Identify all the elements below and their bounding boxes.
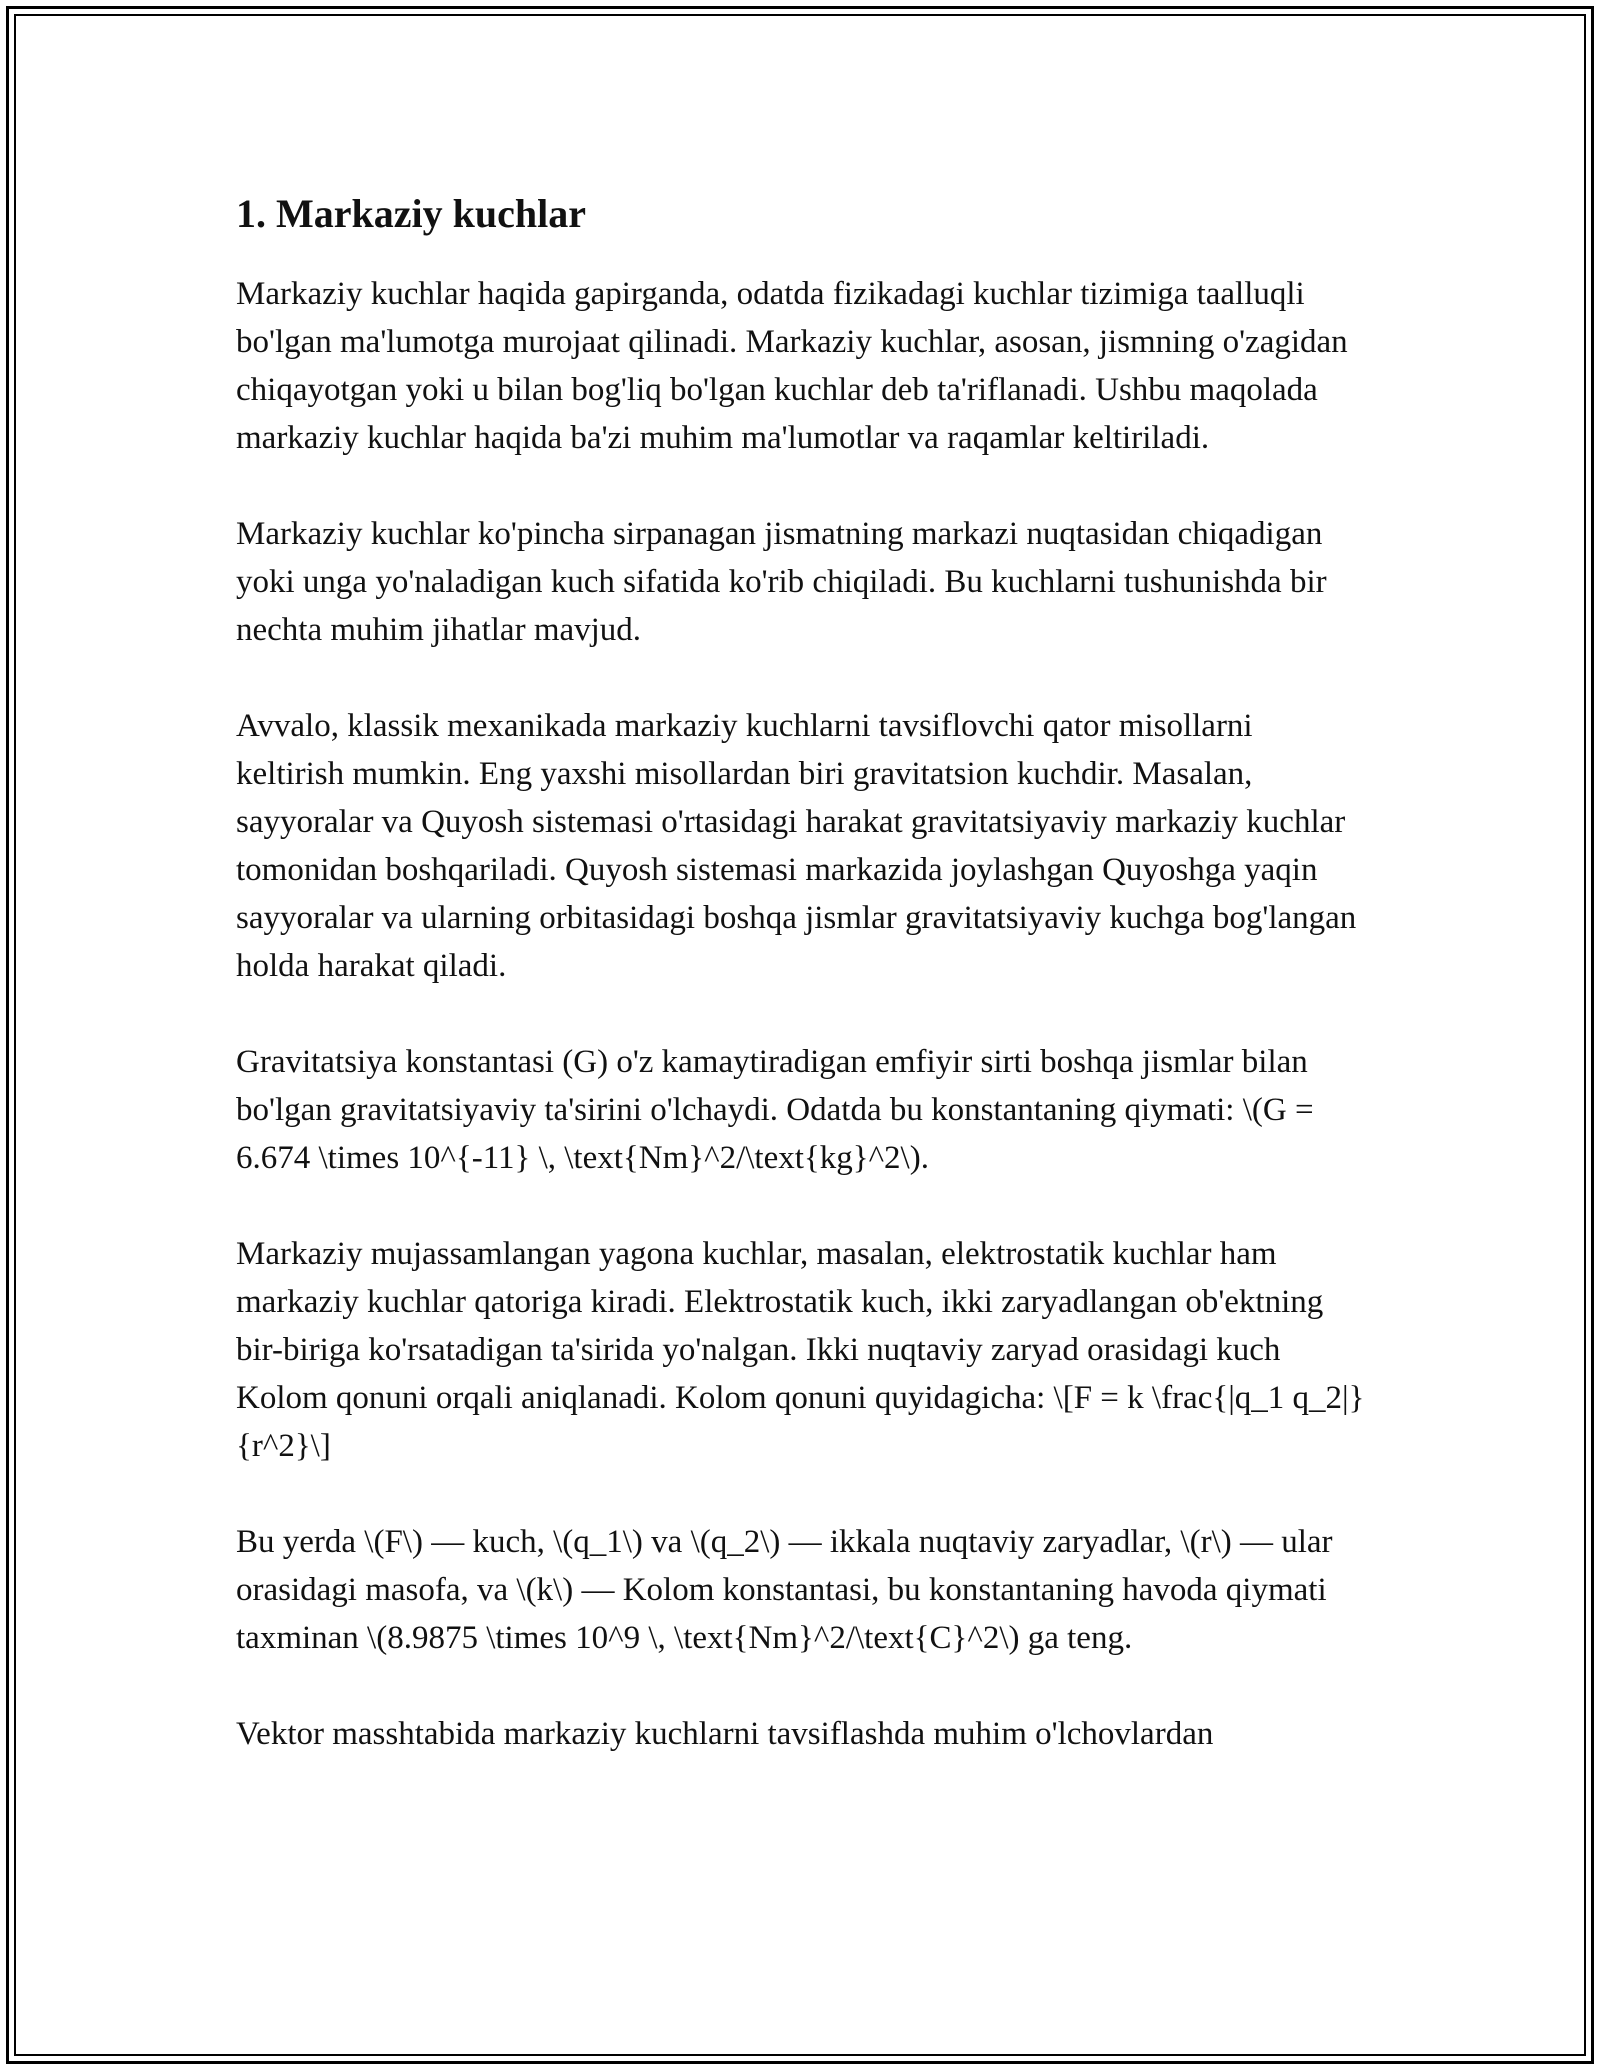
document-body — [236, 186, 1366, 1806]
paragraph-2: Markaziy kuchlar ko'pincha sirpanagan jismatning markazi nuqtasidan chiqadigan yoki unga yo'naladigan kuch sifatida ko'rib chiqiladi. Bu kuchlarni tushunishda bir nechta muhim jihatlar mavjud. — [236, 516, 1327, 648]
paragraph-7: Vektor masshtabida markaziy kuchlarni tavsiflashda muhim o'lchovlardan — [236, 1716, 1214, 1752]
paragraph-3: Avvalo, klassik mexanikada markaziy kuchlarni tavsiflovchi qator misollarni keltirish mumkin. Eng yaxshi misollardan biri gravitatsion kuchdir. Masalan, sayyoralar va Quyosh sistemasi o'rtasidagi harakat gravitatsiyaviy markaziy kuchlar tomonidan boshqariladi. Quyosh sistemasi markazida joylashgan Quyoshga yaqin sayyoralar va ularning orbitasidagi boshqa jismlar gravitatsiyaviy kuchga bog'langan holda harakat qiladi. — [236, 708, 1357, 984]
paragraph-6: Bu yerda \(F\) — kuch, \(q_1\) va \(q_2\) — ikkala nuqtaviy zaryadlar, \(r\) — ular orasidagi masofa, va \(k\) — Kolom konstantasi, bu konstantaning havoda qiymati taxminan \(8.9875 \times 10^9 \, \text{Nm}^2/\text{C}^2\) ga teng. — [236, 1524, 1333, 1656]
section-heading: 1. Markaziy kuchlar — [236, 191, 586, 236]
paragraph-5: Markaziy mujassamlangan yagona kuchlar, masalan, elektrostatik kuchlar ham markaziy kuchlar qatoriga kiradi. Elektrostatik kuch, ikki zaryadlangan ob'ektning bir-biriga ko'rsatadigan ta'sirida yo'nalgan. Ikki nuqtaviy zaryad orasidagi kuch Kolom qonuni orqali aniqlanadi. Kolom qonuni quyidagicha: \[F = k \frac{|q_1 q_2|}{r^2}\] — [236, 1236, 1365, 1464]
paragraph-1: Markaziy kuchlar haqida gapirganda, odatda fizikadagi kuchlar tizimiga taalluqli bo'lgan ma'lumotga murojaat qilinadi. Markaziy kuchlar, asosan, jismning o'zagidan chiqayotgan yoki u bilan bog'liq bo'lgan kuchlar deb ta'riflanadi. Ushbu maqolada markaziy kuchlar haqida ba'zi muhim ma'lumotlar va raqamlar keltiriladi. — [236, 276, 1348, 456]
paragraph-4: Gravitatsiya konstantasi (G) o'z kamaytiradigan emfiyir sirti boshqa jismlar bilan bo'lgan gravitatsiyaviy ta'sirini o'lchaydi. Odatda bu konstantaning qiymati: \(G = 6.674 \times 10^{-11} \, \text{Nm}^2/\text{kg}^2\). — [236, 1044, 1314, 1176]
